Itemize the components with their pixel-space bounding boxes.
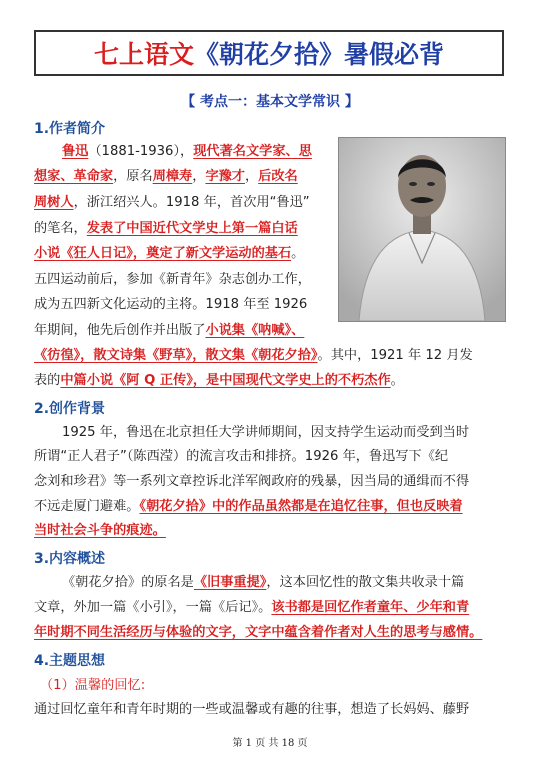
summary-line-1 [62, 573, 464, 593]
intro-text: 表的 [34, 373, 61, 388]
background-line-3: 念刘和珍君》等一系列文章控诉北洋军阀政府的残暴，因当局的通缉而不得 [34, 474, 470, 489]
summary-highlight: 年时期不同生活经历与体验的文字，文字中蕴含着作者对人生的思考与感情。 [34, 625, 483, 640]
intro-text: ， [245, 169, 259, 184]
intro-text: 。 [390, 373, 404, 388]
section-heading-summary: 3.内容概述 [34, 551, 106, 567]
intro-highlight: 《彷徨》，散文诗集《野草》，散文集《朝花夕拾》 [34, 348, 318, 363]
intro-highlight: 中篇小说《阿 Q 正传》，是中国现代文学史上的不朽杰作 [60, 373, 391, 388]
intro-line-6: 五四运动前后，参加《新青年》杂志创办工作， [34, 272, 311, 287]
summary-text: ，这本回忆性的散文集共收录十篇 [266, 575, 465, 590]
author-photo [338, 137, 506, 322]
intro-highlight: 周樟寿 [152, 169, 193, 184]
intro-text: 的笔名， [34, 221, 87, 236]
intro-line-1 [62, 142, 312, 162]
intro-text: 。其中，1921 年 12 月发 [317, 348, 473, 363]
page-title [34, 30, 504, 76]
intro-line-2 [34, 167, 298, 187]
intro-highlight: 后改名 [258, 169, 298, 184]
intro-text: ，浙江绍兴人。1918 年，首次用“鲁迅” [73, 195, 310, 210]
background-line-2: 所谓“正人君子”（陈西滢）的流言攻击和排挤。1926 年，鲁迅写下《纪 [34, 449, 449, 464]
section-heading-background: 2.创作背景 [34, 401, 106, 417]
intro-highlight: 现代著名文学家、思 [193, 144, 312, 159]
summary-line-2 [34, 598, 469, 618]
intro-text: 。 [291, 246, 305, 261]
summary-highlight: 《旧事重提》 [193, 575, 267, 590]
intro-highlight: 字豫才 [205, 169, 245, 184]
intro-text: ，原名 [113, 169, 153, 184]
section-heading-theme: 4.主题思想 [34, 653, 106, 669]
intro-line-7: 成为五四新文化运动的主将。1918 年至 1926 [34, 297, 308, 312]
intro-text: （1881-1936）， [88, 144, 194, 159]
intro-text: ， [192, 169, 206, 184]
kaodian-heading: 【 考点一：基本文学常识 】 [181, 94, 359, 110]
intro-highlight: 发表了中国近代文学史上第一篇白话 [86, 221, 298, 236]
author-portrait-image [339, 138, 505, 321]
summary-highlight: 该书都是回忆作者童年、少年和青 [271, 600, 470, 615]
title-part-2: 《朝花夕拾》暑假必背 [194, 40, 445, 69]
intro-text: 年期间，他先后创作并出版了 [34, 323, 206, 338]
background-line-4 [34, 497, 463, 517]
intro-line-8 [34, 321, 304, 341]
summary-line-3 [34, 623, 482, 643]
background-line-5 [34, 521, 166, 541]
author-name: 鲁迅 [62, 144, 89, 159]
intro-line-10 [34, 371, 404, 391]
summary-text: 文章，外加一篇《小引》，一篇《后记》。 [34, 600, 272, 615]
background-highlight: 《朝花夕拾》中的作品虽然都是在追忆往事，但也反映着 [139, 499, 463, 514]
theme-line-1: 通过回忆童年和青年时期的一些或温馨或有趣的往事，想造了长妈妈、藤野 [34, 702, 470, 717]
section-heading-author: 1.作者简介 [34, 121, 106, 137]
background-text: 不远走厦门避难。 [34, 499, 140, 514]
background-highlight: 当时社会斗争的痕迹。 [34, 523, 166, 538]
intro-line-3 [34, 193, 310, 213]
theme-subheading: （1）温馨的回忆: [40, 678, 146, 693]
intro-highlight: 小说集《呐喊》、 [205, 323, 305, 338]
intro-highlight: 想家、革命家 [34, 169, 114, 184]
intro-line-9 [34, 346, 473, 366]
intro-highlight: 周树人 [34, 195, 74, 210]
intro-line-5 [34, 244, 304, 264]
summary-text: 《朝花夕拾》的原名是 [62, 575, 194, 590]
background-line-1: 1925 年，鲁迅在北京担任大学讲师期间，因支持学生运动而受到当时 [62, 425, 470, 440]
intro-highlight: 小说《狂人日记》，奠定了新文学运动的基石 [34, 246, 292, 261]
page-footer: 第 1 页 共 18 页 [232, 738, 308, 749]
intro-line-4 [34, 219, 298, 239]
title-part-1: 七上语文 [93, 40, 194, 69]
